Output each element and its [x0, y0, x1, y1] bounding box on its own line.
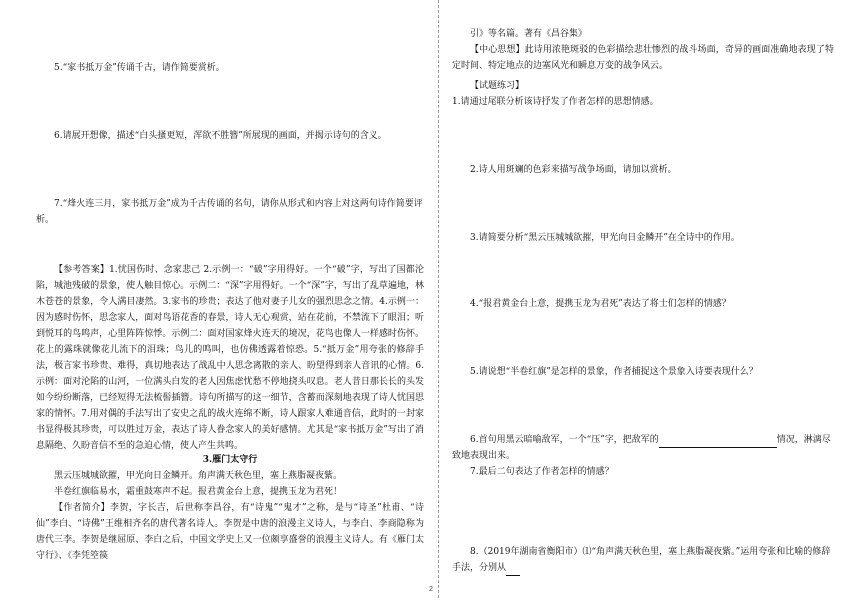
right-question-8	[452, 544, 834, 576]
right-question-4: 4.“报君黄金台上意，提携玉龙为君死”表达了将士们怎样的情感？	[470, 299, 731, 309]
reference-answer: 【参考答案】1.忧国伤时、念家悲己 2.示例一：“破”字用得好。一个“破”字，写出了国都沦陷，城池残破的景象，使人触目惊心。示例二：“深”字用得好。一个“深”字，写出了乱草遍地，林木苍苍的景象，令人满目凄然。3.家书的珍贵；表达了他对妻子儿女的强烈思念之情。4.示例一：因为感时伤怀，思念家人，面对鸟语花香的春景，诗人无心观赏，站在花前，不禁流下了眼泪；听到悦耳的鸟鸣声，心里阵阵惊悸。示例二：面对国家烽火连天的境况，花鸟也像人一样感时伤怀。花上的露珠就像花儿流下的泪珠；鸟儿的鸣叫，也仿佛透露着惊恐。5.“抵万金”用夸张的修辞手法，极言家书珍贵、难得，真切地表达了战乱中人思念离散的亲人、盼望得到亲人音讯的心情。6.示例：面对沦陷的山河，一位满头白发的老人因焦虑忧愁不停地挠头叹息。老人昔日那长长的头发如今纷纷断落，已经短得无法梳髻插簪。诗句所描写的这一细节，含蓄而深刻地表现了诗人忧国思家的情怀。7.用对偶的手法写出了安史之乱的战火连绵不断，诗人跟家人难通音信，此时的一封家书显得极其珍贵，可以胜过万金，表达了诗人眷念家人的美好感情。尤其是“家书抵万金”写出了消息隔绝、久盼音信不至的急迫心情，使人产生共鸣。	[36, 265, 424, 451]
right-question-3: 3.请简要分析“黑云压城城欲摧，甲光向日金鳞开”在全诗中的作用。	[470, 233, 740, 243]
right-question-7: 7.最后二句表达了作者怎样的情感？	[470, 467, 614, 477]
author-intro-continued: 引》等名篇。著有《昌谷集》	[470, 29, 588, 39]
answer-blank[interactable]	[659, 437, 777, 448]
poem-line-2: 半卷红旗临易水，霜重鼓寒声不起。报君黄金台上意，提携玉龙为君死！	[54, 487, 343, 497]
answer-blank[interactable]	[506, 565, 520, 576]
q8-text-cont: 分别从	[479, 563, 507, 573]
right-question-5: 5.请说想“半卷红旗”是怎样的景象，作者捕捉这个景象入诗要表现什么？	[470, 367, 758, 377]
poem-line-1: 黑云压城城欲摧，甲光向日金鳞开。角声满天秋色里，塞上燕脂凝夜紫。	[54, 471, 343, 481]
right-question-2: 2.诗人用斑斓的色彩来描写战争场面，请加以赏析。	[470, 165, 677, 175]
q8-source: 8.（2019年湖南省衡阳市）	[470, 547, 583, 557]
poem-title: 3.雁门太守行	[202, 455, 258, 465]
right-question-6	[452, 432, 834, 464]
practice-heading: 【试题练习】	[470, 81, 525, 91]
q8-text: ⑴“角声满天秋色里，塞上燕脂凝夜紫。”运用夸张和比喻的修辞手法，	[452, 547, 831, 573]
q6-text-after: 情况，淋漓尽致地表现出来。	[452, 435, 831, 461]
left-question-7: 7.“烽火连三月，家书抵万金”成为千古传诵的名句，请你从形式和内容上对这两句诗作简要评析。	[36, 199, 423, 225]
left-question-6: 6.请展开想像，描述“白头搔更短，浑欲不胜簪”所展现的画面，并揭示诗句的含义。	[54, 131, 387, 141]
left-question-5: 5.“家书抵万金”传诵千古，请作简要赏析。	[54, 63, 225, 73]
q6-text-before: 6.首句用黑云暗喻敌军，一个“压”字，把敌军的	[470, 435, 659, 445]
author-intro: 【作者简介】李贺，字长吉，后世称李昌谷，有“诗鬼”“鬼才”之称，是与“诗圣”杜甫、“诗仙”李白、“诗佛”王维相齐名的唐代著名诗人。李贺是中唐的浪漫主义诗人，与李白、李商隐称为唐代三李。李贺是继屈原、李白之后，中国文学史上又一位颇享盛誉的浪漫主义诗人。有《雁门太守行》、《李凭箜篌	[36, 503, 424, 561]
column-divider	[438, 0, 439, 598]
central-idea: 【中心思想】此诗用浓艳斑驳的色彩描绘悲壮惨烈的战斗场面，奇异的画面准确地表现了特定时间、特定地点的边塞风光和瞬息万变的战争风云。	[452, 45, 834, 71]
right-question-1: 1.请通过尾联分析该诗抒发了作者怎样的思想情感。	[452, 97, 659, 107]
page-number: 2	[429, 586, 433, 593]
